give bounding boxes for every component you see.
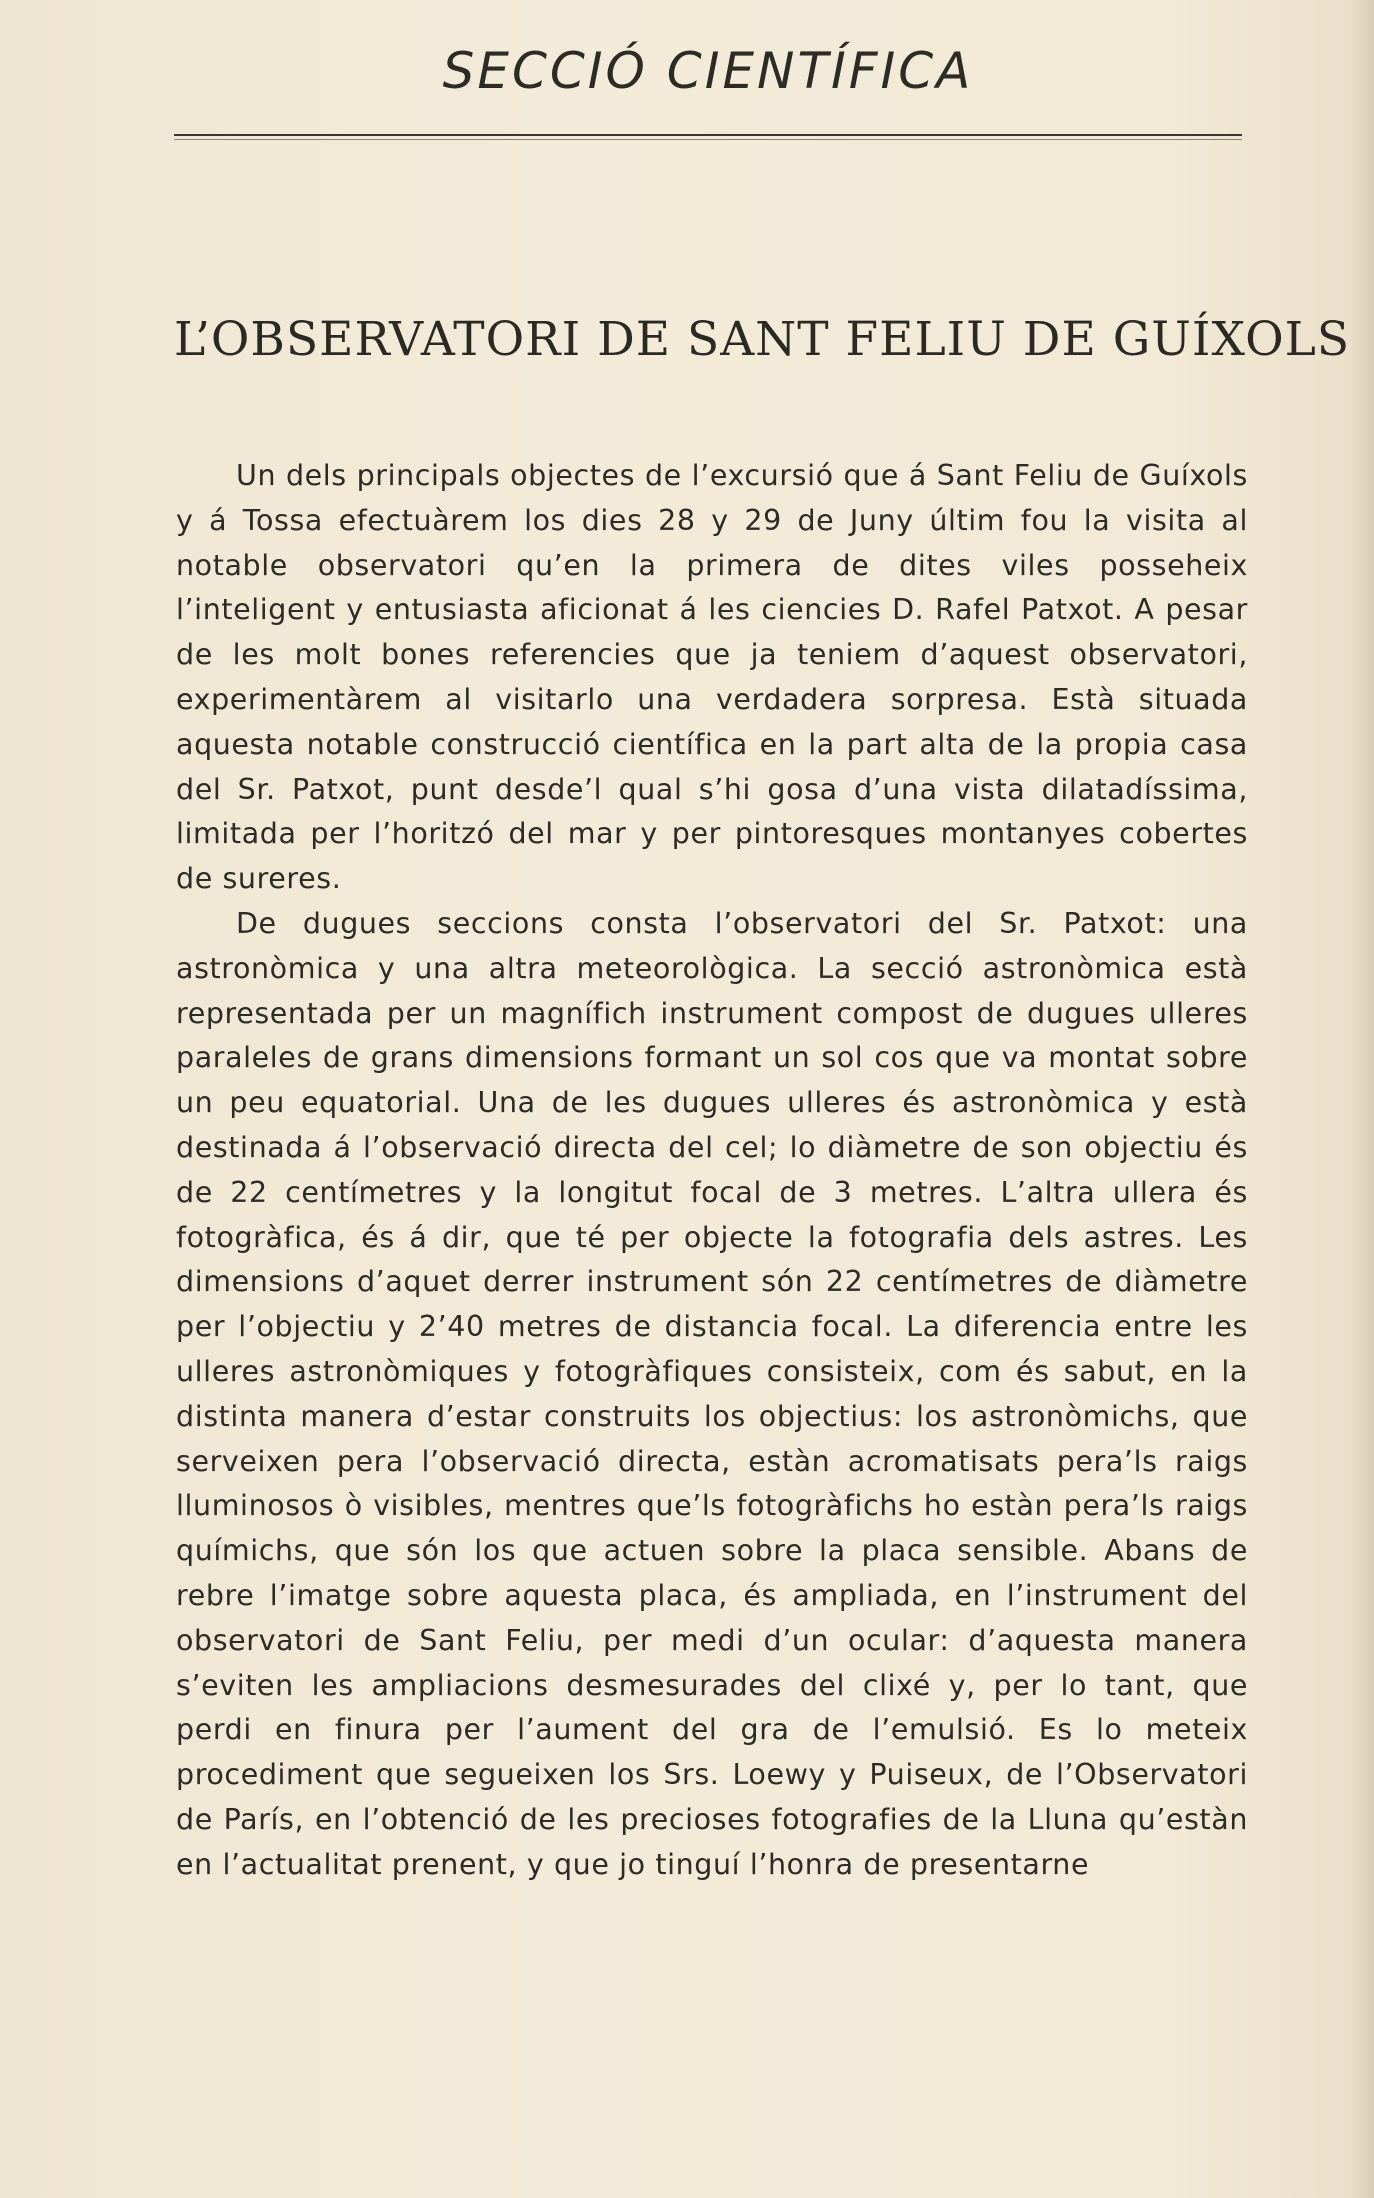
page-edge-shadow [1350, 0, 1374, 2198]
header-rule-thin [174, 139, 1242, 140]
section-header: SECCIÓ CIENTÍFICA [442, 42, 974, 100]
paragraph-1: Un dels principals objectes de l’excursió que á Sant Feliu de Guíxols y á Tossa efectuàrem los dies 28 y 29 de Juny últim fou la visita al notable observatori qu’en la primera de dites viles posseheix l’inteligent y entusiasta aficionat á les ciencies D. Rafel Patxot. A pesar de les molt bones referencies que ja teniem d’aquest observatori, experimentàrem al visitarlo una verdadera sorpresa. Està situada aquesta notable construcció científica en la part alta de la propia casa del Sr. Patxot, punt desde’l qual s’hi gosa d’una vista dilatadíssima, limitada per l’horitzó del mar y per pintoresques montanyes cobertes de sureres. [176, 459, 1248, 896]
article-title: L’OBSERVATORI DE SANT FELIU DE GUÍXOLS [174, 312, 1351, 367]
article-body [176, 454, 1248, 1888]
paragraph-2: De dugues seccions consta l’observatori del Sr. Patxot: una astronòmica y una altra meteorològica. La secció astronòmica està representada per un magnífich instrument compost de dugues ulleres paraleles de grans dimensions formant un sol cos que va montat sobre un peu equatorial. Una de les dugues ulleres és astronòmica y està destinada á l’observació directa del cel; lo diàmetre de son objectiu és de 22 centímetres y la longitut focal de 3 metres. L’altra ullera és fotogràfica, és á dir, que té per objecte la fotografia dels astres. Les dimensions d’aquet derrer instrument són 22 centímetres de diàmetre per l’objectiu y 2’40 metres de distancia focal. La diferencia entre les ulleres astronòmiques y fotogràfiques consisteix, com és sabut, en la distinta manera d’estar construits los objectius: los astronòmichs, que serveixen pera l’observació directa, estàn acromatisats pera’ls raigs lluminosos ò visibles, mentres que’ls fotogràfichs ho estàn pera’ls raigs químichs, que són los que actuen sobre la placa sensible. Abans de rebre l’imatge sobre aquesta placa, és ampliada, en l’instrument del observatori de Sant Feliu, per medi d’un ocular: d’aquesta manera s’eviten les ampliacions desmesurades del clixé y, per lo tant, que perdi en finura per l’aument del gra de l’emulsió. Es lo meteix procediment que segueixen los Srs. Loewy y Puiseux, de l’Observatori de París, en l’obtenció de les precioses fotografies de la Lluna qu’estàn en l’actualitat prenent, y que jo tinguí l’honra de presentarne [176, 906, 1248, 1881]
header-rule [174, 134, 1242, 136]
